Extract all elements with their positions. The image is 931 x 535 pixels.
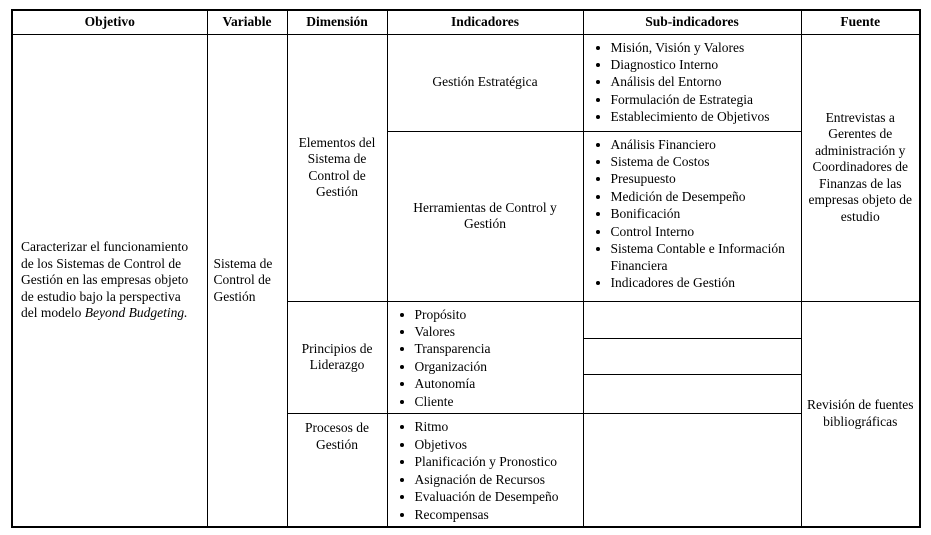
- list-item: • Diagnostico Interno: [611, 57, 796, 73]
- sub-indicadores-gestion-list: [589, 40, 796, 126]
- empty-sub-cell-segment: [584, 302, 801, 338]
- list-item: • Bonificación: [611, 206, 796, 222]
- header-dimension: Dimensión: [287, 10, 387, 34]
- cell-dimension-elementos: Elementos del Sistema de Control de Gestión: [287, 34, 387, 301]
- list-item: • Asignación de Recursos: [415, 472, 578, 488]
- cell-indicador-gestion-estrategica: Gestión Estratégica: [387, 34, 583, 131]
- cell-fuente-entrevistas: Entrevistas a Gerentes de administración y Coordinadores de Finanzas de las empresas objeto de estudio: [801, 34, 920, 301]
- objetivo-text: Caracterizar el funcionamiento de los Sistemas de Control de Gestión en las empresas objeto de estudio bajo la perspectiva del modelo: [21, 239, 189, 321]
- list-item: • Transparencia: [415, 341, 578, 357]
- header-sub-indicadores: Sub-indicadores: [583, 10, 801, 34]
- indicadores-procesos-list: [393, 419, 578, 523]
- list-item: • Control Interno: [611, 224, 796, 240]
- empty-sub-cell-segment: [584, 338, 801, 374]
- list-item: • Autonomía: [415, 376, 578, 392]
- cell-indicador-herramientas: Herramientas de Control y Gestión: [387, 131, 583, 301]
- cell-sub-herramientas: [583, 131, 801, 301]
- list-item: • Establecimiento de Objetivos: [611, 109, 796, 125]
- list-item: • Recompensas: [415, 507, 578, 523]
- list-item: • Sistema de Costos: [611, 154, 796, 170]
- empty-sub-cell-segment: [584, 374, 801, 410]
- list-item: • Ritmo: [415, 419, 578, 435]
- cell-dimension-procesos: Procesos de Gestión: [287, 414, 387, 527]
- cell-sub-principios-empty: [583, 301, 801, 414]
- list-item: • Objetivos: [415, 437, 578, 453]
- list-item: • Sistema Contable e Información Financiera: [611, 241, 796, 274]
- operationalization-table: [11, 9, 921, 528]
- objetivo-model-italic: Beyond Budgeting.: [84, 305, 188, 321]
- cell-sub-procesos-empty: [583, 414, 801, 527]
- list-item: • Análisis Financiero: [611, 137, 796, 153]
- list-item: • Propósito: [415, 307, 578, 323]
- list-item: • Presupuesto: [611, 171, 796, 187]
- cell-dimension-principios: Principios de Liderazgo: [287, 301, 387, 414]
- header-variable: Variable: [207, 10, 287, 34]
- table-header-row: [12, 10, 920, 34]
- sub-indicadores-herramientas-list: [589, 137, 796, 292]
- list-item: • Análisis del Entorno: [611, 74, 796, 90]
- cell-fuente-revision: Revisión de fuentes bibliográficas: [801, 301, 920, 527]
- list-item: • Organización: [415, 359, 578, 375]
- cell-variable: Sistema de Control de Gestión: [207, 34, 287, 527]
- list-item: • Formulación de Estrategia: [611, 92, 796, 108]
- list-item: • Cliente: [415, 394, 578, 410]
- cell-indicadores-principios: [387, 301, 583, 414]
- header-fuente: Fuente: [801, 10, 920, 34]
- header-objetivo: Objetivo: [12, 10, 207, 34]
- list-item: • Misión, Visión y Valores: [611, 40, 796, 56]
- list-item: • Evaluación de Desempeño: [415, 489, 578, 505]
- cell-indicadores-procesos: [387, 414, 583, 527]
- cell-objetivo: [12, 34, 207, 527]
- list-item: • Valores: [415, 324, 578, 340]
- indicadores-principios-list: [393, 307, 578, 411]
- list-item: • Medición de Desempeño: [611, 189, 796, 205]
- table-row: [12, 34, 920, 131]
- list-item: • Planificación y Pronostico: [415, 454, 578, 470]
- cell-sub-gestion-estrategica: [583, 34, 801, 131]
- list-item: • Indicadores de Gestión: [611, 275, 796, 291]
- header-indicadores: Indicadores: [387, 10, 583, 34]
